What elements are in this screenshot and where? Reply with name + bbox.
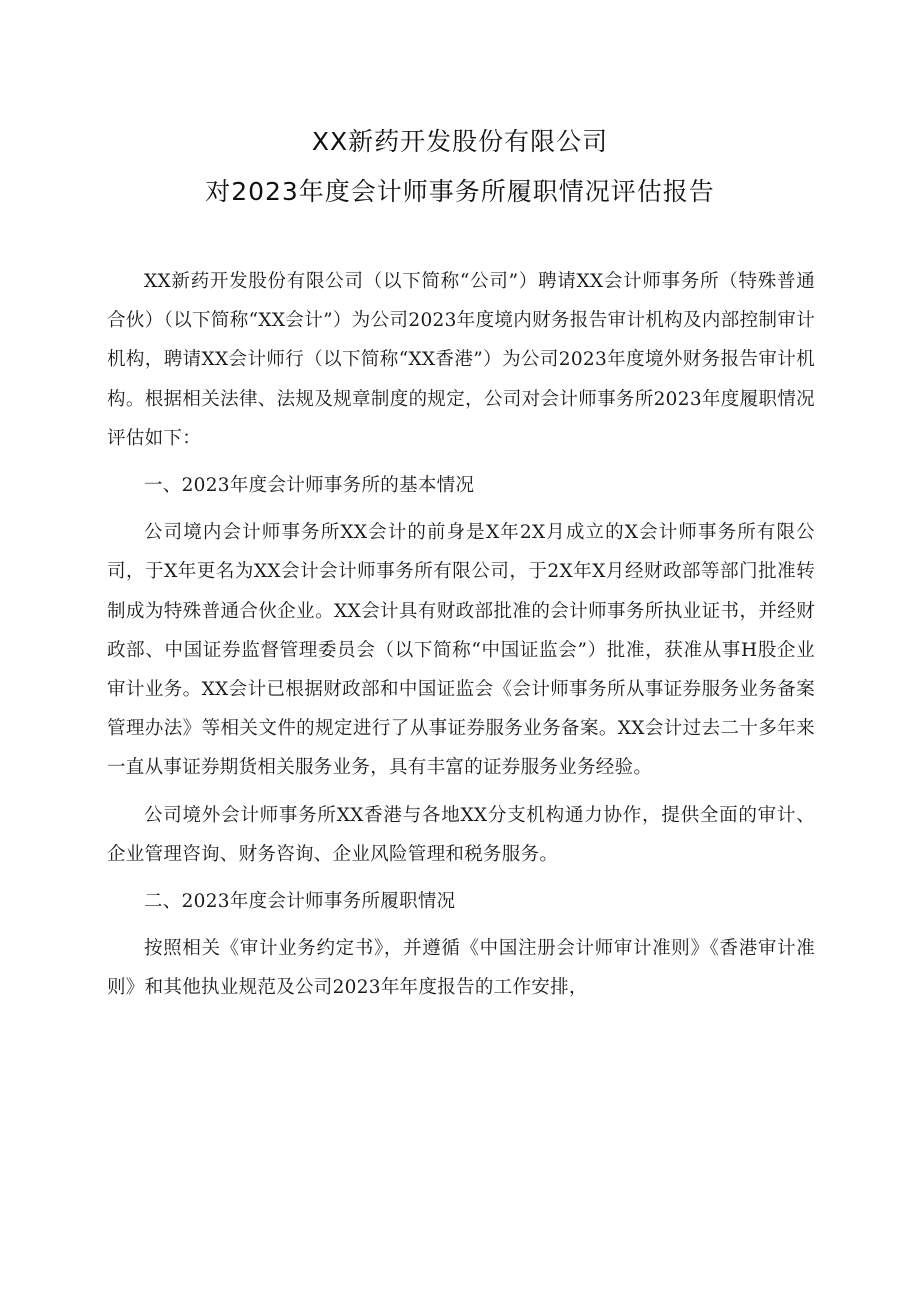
- section-heading-basic-info: 一、2023年度会计师事务所的基本情况: [144, 475, 475, 497]
- document-title-line1: XX新药开发股份有限公司: [311, 127, 609, 156]
- intro-paragraph: XX新药开发股份有限公司（以下简称“公司”）聘请XX会计师事务所（特殊普通合伙）（以下简称“XX会计”）为公司2023年度境内财务报告审计机构及内部控制审计机构，聘请XX会计师行（以下简称“XX香港”）为公司2023年度境外财务报告审计机构。根据相关法律、法规及规章制度的规定，公司对会计师事务所2023年度履职情况评估如下：: [107, 271, 815, 449]
- overseas-firm-paragraph: 公司境外会计师事务所XX香港与各地XX分支机构通力协作，提供全面的审计、企业管理咨询、财务咨询、企业风险管理和税务服务。: [107, 804, 815, 865]
- section-heading-performance: 二、2023年度会计师事务所履职情况: [144, 891, 456, 913]
- document-title-line2: 对2023年度会计师事务所履职情况评估报告: [205, 177, 715, 206]
- domestic-firm-paragraph: 公司境内会计师事务所XX会计的前身是X年2X月成立的X会计师事务所有限公司，于X年更名为XX会计会计师事务所有限公司，于2X年X月经财政部等部门批准转制成为特殊普通合伙企业。XX会计具有财政部批准的会计师事务所执业证书，并经财政部、中国证券监督管理委员会（以下简称“中国证监会”）批准，获准从事H股企业审计业务。XX会计已根据财政部和中国证监会《会计师事务所从事证券服务业务备案管理办法》等相关文件的规定进行了从事证券服务业务备案。XX会计过去二十多年来一直从事证券期货相关服务业务，具有丰富的证券服务业务经验。: [107, 522, 815, 779]
- document-body: [107, 262, 815, 1016]
- performance-paragraph: 按照相关《审计业务约定书》，并遵循《中国注册会计师审计准则》《香港审计准则》和其他执业规范及公司2023年年度报告的工作安排，: [107, 938, 815, 999]
